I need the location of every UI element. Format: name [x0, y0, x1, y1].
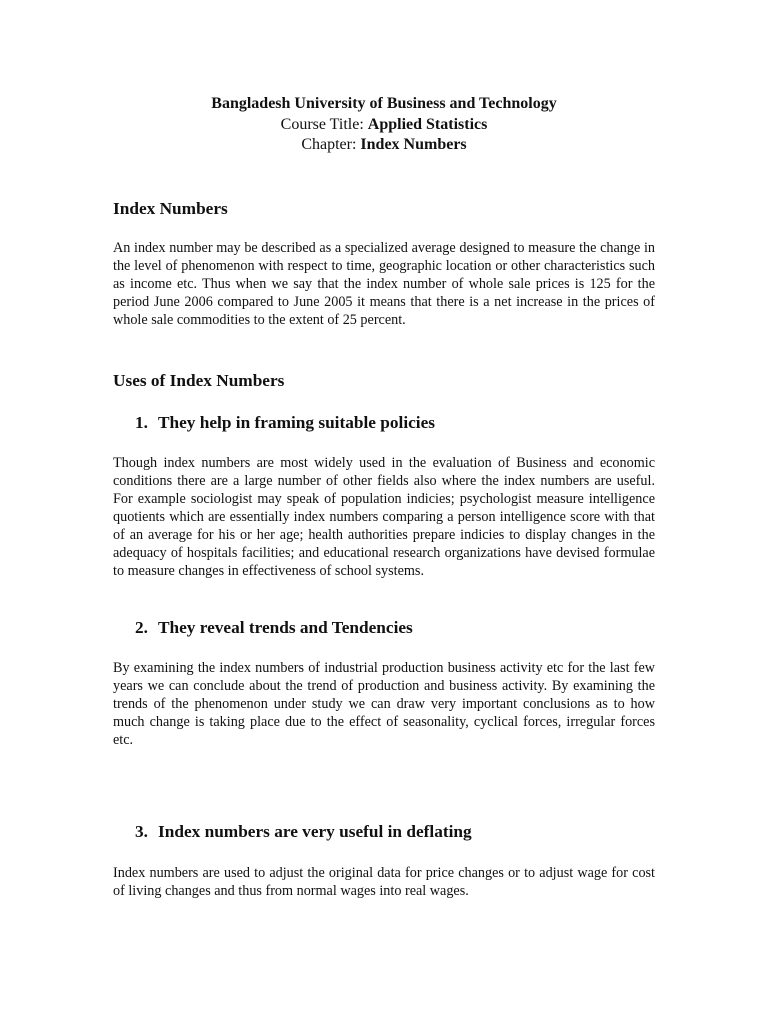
use-item-3-number: 3.: [135, 822, 148, 841]
chapter-title: Index Numbers: [360, 136, 467, 153]
use-item-1-title: They help in framing suitable policies: [158, 413, 436, 432]
use-item-1-number: 1.: [135, 413, 148, 432]
chapter-prefix: Chapter:: [301, 136, 361, 153]
document-header: [113, 94, 655, 156]
use-item-1-heading: [113, 412, 677, 434]
use-item-3-text: Index numbers are used to adjust the original data for price changes or to adjust wage for cost of living changes and thus from normal wages into real wages.: [113, 865, 655, 899]
use-item-1-text: Though index numbers are most widely used in the evaluation of Business and economic conditions there are a large number of other fields also where the index numbers are useful. For example sociologist may speak of population indicies; psychologist measure intelligence quotients which are essentially index numbers comparing a person intelligence score with that of an average for his or her age; health authorities prepare indicies to display changes in the adequacy of hospitals facilities; and educational research organizations have devised formulae to measure changes in effectiveness of school systems.: [113, 455, 655, 579]
use-item-2-title: They reveal trends and Tendencies: [158, 618, 413, 637]
course-title-line: [113, 115, 655, 136]
university-name: Bangladesh University of Business and Technology: [211, 95, 557, 112]
use-item-3-heading: [113, 821, 677, 843]
chapter-line: [113, 135, 655, 156]
use-item-2-number: 2.: [135, 618, 148, 637]
uses-heading: Uses of Index Numbers: [113, 371, 285, 390]
intro-paragraph: An index number may be described as a specialized average designed to measure the change in the level of phenomenon with respect to time, geographic location or other characteristics such as income etc. Thus when we say that the index number of whole sale prices is 125 for the period June 2006 compared to June 2005 it means that there is a net increase in the prices of whole sale commodities to the extent of 25 percent.: [113, 240, 655, 328]
course-title-prefix: Course Title:: [280, 115, 368, 133]
use-item-2-heading: [113, 617, 677, 639]
use-item-3-title: Index numbers are very useful in deflating: [158, 822, 472, 841]
intro-heading: Index Numbers: [113, 199, 228, 218]
course-title: Applied Statistics: [367, 115, 488, 133]
use-item-2-text: By examining the index numbers of industrial production business activity etc for the last few years we can conclude about the trend of production and business activity. By examining the trends of the phenomenon under study we can draw very important conclusions as to how much change is taking place due to the effect of seasonality, cyclical forces, irregular forces etc.: [113, 660, 655, 748]
